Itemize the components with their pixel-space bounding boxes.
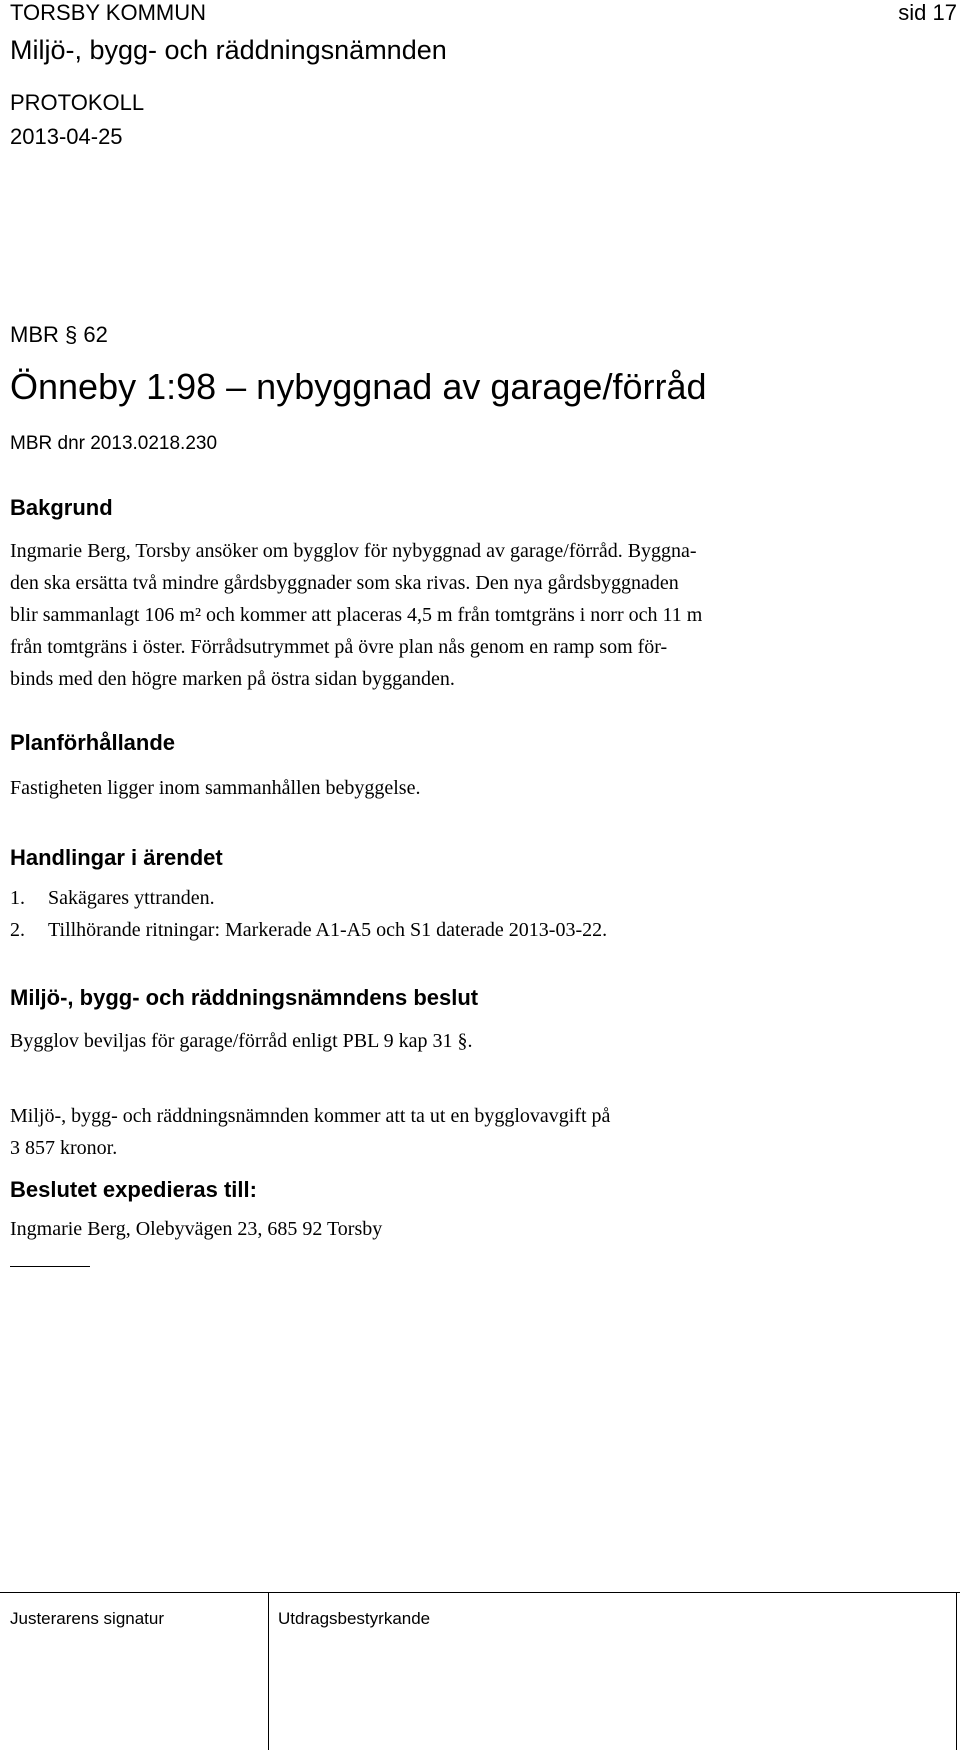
fee-text [10, 1100, 610, 1164]
background-line: från tomtgräns i öster. Förrådsutrymmet på övre plan nås genom en ramp som för- [10, 636, 668, 658]
background-heading: Bakgrund [10, 495, 113, 520]
background-line: Ingmarie Berg, Torsby ansöker om bygglov för nybyggnad av garage/förråd. Byggna- [10, 540, 697, 562]
case-title: Önneby 1:98 – nybyggnad av garage/förråd [10, 366, 707, 407]
background-line: blir sammanlagt 106 m² och kommer att placeras 4,5 m från tomtgräns i norr och 11 m [10, 604, 703, 626]
background-line: den ska ersätta två mindre gårdsbyggnader som ska rivas. Den nya gårdsbyggnaden [10, 572, 679, 594]
fee-line: 3 857 kronor. [10, 1137, 118, 1159]
signature-table-right-border [956, 1592, 957, 1750]
dispatch-text: Ingmarie Berg, Olebyvägen 23, 685 92 Torsby [10, 1218, 383, 1240]
dispatch-heading: Beslutet expedieras till: [10, 1177, 257, 1202]
planning-heading: Planförhållande [10, 730, 176, 755]
documents-list [10, 882, 607, 946]
list-item-text: Tillhörande ritningar: Markerade A1-A5 och S1 daterade 2013-03-22. [48, 919, 608, 941]
background-text [10, 535, 950, 695]
list-item-number: 1. [10, 887, 25, 909]
documents-heading: Handlingar i ärendet [10, 845, 223, 870]
case-reference: MBR dnr 2013.0218.230 [10, 433, 218, 454]
document-type: PROTOKOLL [10, 90, 145, 115]
list-item [10, 882, 607, 914]
planning-text: Fastigheten ligger inom sammanhållen bebyggelse. [10, 777, 421, 799]
fee-line: Miljö-, bygg- och räddningsnämnden kommer att ta ut en bygglovavgift på [10, 1105, 611, 1127]
list-item-number: 2. [10, 919, 25, 941]
case-number: MBR § 62 [10, 322, 108, 347]
signature-table-top-border [0, 1592, 960, 1593]
background-line: binds med den högre marken på östra sidan bygganden. [10, 668, 455, 690]
document-date: 2013-04-25 [10, 124, 123, 149]
decision-text: Bygglov beviljas för garage/förråd enligt PBL 9 kap 31 §. [10, 1030, 473, 1052]
end-divider [10, 1266, 90, 1267]
list-item [10, 914, 607, 946]
certify-label: Utdragsbestyrkande [278, 1609, 431, 1628]
decision-heading: Miljö-, bygg- och räddningsnämndens beslut [10, 985, 479, 1010]
signature-label: Justerarens signatur [10, 1609, 165, 1628]
list-item-text: Sakägares yttranden. [48, 887, 215, 909]
organization-name: TORSBY KOMMUN [10, 0, 206, 25]
signature-table-divider [268, 1592, 269, 1750]
board-name: Miljö-, bygg- och räddningsnämnden [10, 35, 447, 65]
page-number: sid 17 [898, 0, 957, 25]
